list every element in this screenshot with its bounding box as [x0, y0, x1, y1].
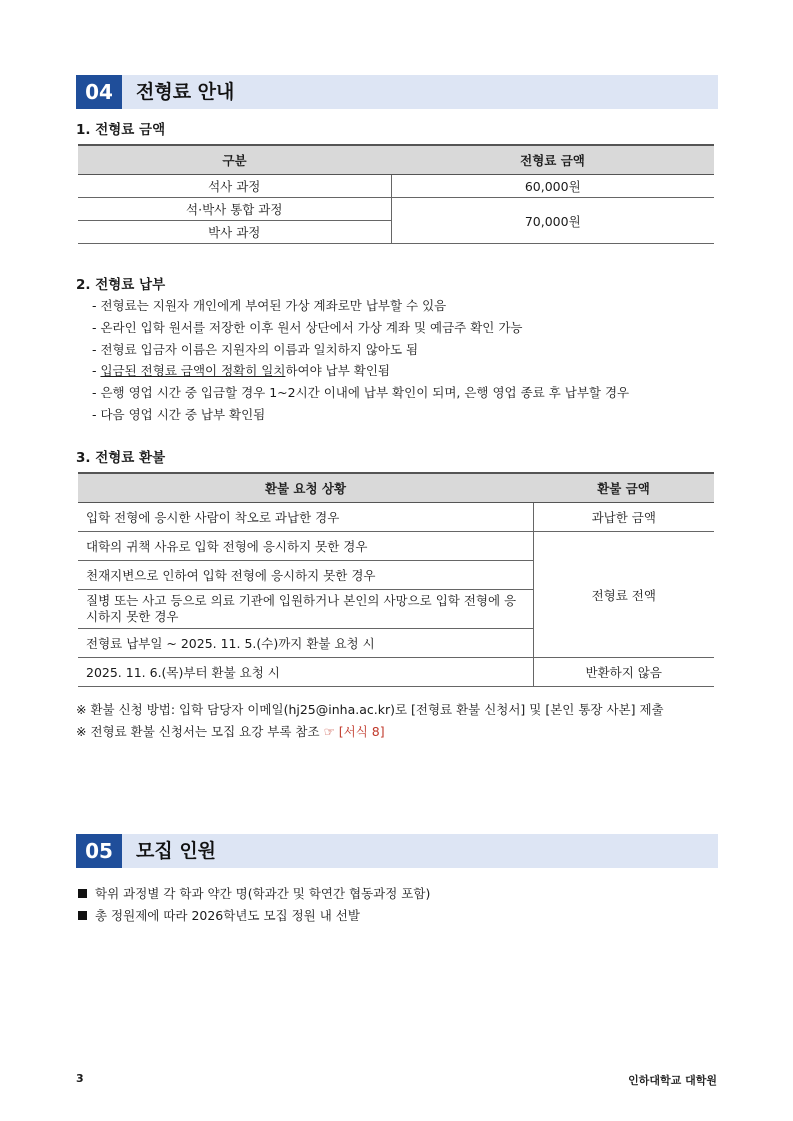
table-row: [78, 198, 714, 221]
page-number: 3: [76, 1072, 84, 1085]
refund-situation: 대학의 귀책 사유로 입학 전형에 응시하지 못한 경우: [78, 532, 533, 561]
list-item: [78, 884, 430, 902]
list-item: - 다음 영업 시간 중 납부 확인됨: [92, 407, 266, 422]
table-row: [78, 532, 714, 561]
list-item: - 은행 영업 시간 중 입금할 경우 1~2시간 이내에 납부 확인이 되며, 은행 영업 종료 후 납부할 경우: [92, 385, 630, 400]
list-item: - 입금된 전형료 금액이 정확히 일치하여야 납부 확인됨: [92, 363, 390, 378]
list-item: [78, 906, 360, 924]
square-bullet-icon: [78, 889, 87, 898]
refund-note-text: ※ 전형료 환불 신청서는 모집 요강 부록 참조: [76, 724, 320, 739]
table-header: 환불 금액: [533, 473, 714, 503]
list-item-suffix: 하여야 납부 확인됨: [285, 363, 390, 378]
refund-situation: 천재지변으로 인하여 입학 전형에 응시하지 못한 경우: [78, 561, 533, 590]
square-bullet-icon: [78, 911, 87, 920]
list-item-text: 학위 과정별 각 학과 약간 명(학과간 및 학연간 협동과정 포함): [95, 886, 431, 901]
refund-amount: 반환하지 않음: [533, 658, 714, 687]
section-title: 모집 인원: [136, 840, 217, 862]
refund-situation: 2025. 11. 6.(목)부터 환불 요청 시: [78, 658, 533, 687]
refund-table: [78, 472, 714, 687]
form-reference-link[interactable]: ☞ [서식 8]: [323, 724, 385, 739]
list-item-text: 총 정원제에 따라 2026학년도 모집 정원 내 선발: [95, 908, 360, 923]
list-item: - 전형료 입금자 이름은 지원자의 이름과 일치하지 않아도 됨: [92, 342, 419, 357]
section-05-header: [76, 834, 718, 868]
list-item: - 온라인 입학 원서를 저장한 이후 원서 상단에서 가상 계좌 및 예금주 확인 가능: [92, 320, 523, 335]
section-04-header: [76, 75, 718, 109]
payment-heading: 2. 전형료 납부: [76, 277, 166, 293]
fee-value: 70,000원: [391, 198, 714, 244]
fee-category: 박사 과정: [78, 221, 391, 244]
underlined-text: 입금된 전형료 금액이 정확히 일치: [100, 363, 286, 378]
fee-amount-heading: 1. 전형료 금액: [76, 122, 166, 138]
fee-value: 60,000원: [391, 175, 714, 198]
fee-category: 석·박사 통합 과정: [78, 198, 391, 221]
refund-situation: 입학 전형에 응시한 사람이 착오로 과납한 경우: [78, 503, 533, 532]
refund-situation: 전형료 납부일 ~ 2025. 11. 5.(수)까지 환불 요청 시: [78, 629, 533, 658]
table-header: 환불 요청 상황: [78, 473, 533, 503]
refund-amount: 과납한 금액: [533, 503, 714, 532]
refund-amount: 전형료 전액: [533, 532, 714, 658]
section-number: 05: [76, 834, 122, 868]
refund-note: [76, 722, 385, 740]
table-row: [78, 175, 714, 198]
table-header: 전형료 금액: [391, 145, 714, 175]
list-item: - 전형료는 지원자 개인에게 부여된 가상 계좌로만 납부할 수 있음: [92, 298, 447, 313]
table-row: [78, 503, 714, 532]
table-row: [78, 658, 714, 687]
fee-amount-table: [78, 144, 714, 244]
refund-situation: 질병 또는 사고 등으로 의료 기관에 입원하거나 본인의 사망으로 입학 전형에 응시하지 못한 경우: [78, 590, 533, 629]
footer-institution: 인하대학교 대학원: [628, 1074, 717, 1087]
refund-note: ※ 환불 신청 방법: 입학 담당자 이메일(hj25@inha.ac.kr)로 [전형료 환불 신청서] 및 [본인 통장 사본] 제출: [76, 702, 664, 717]
section-number: 04: [76, 75, 122, 109]
fee-category: 석사 과정: [78, 175, 391, 198]
refund-heading: 3. 전형료 환불: [76, 450, 166, 466]
table-header: 구분: [78, 145, 391, 175]
section-title: 전형료 안내: [136, 81, 235, 103]
